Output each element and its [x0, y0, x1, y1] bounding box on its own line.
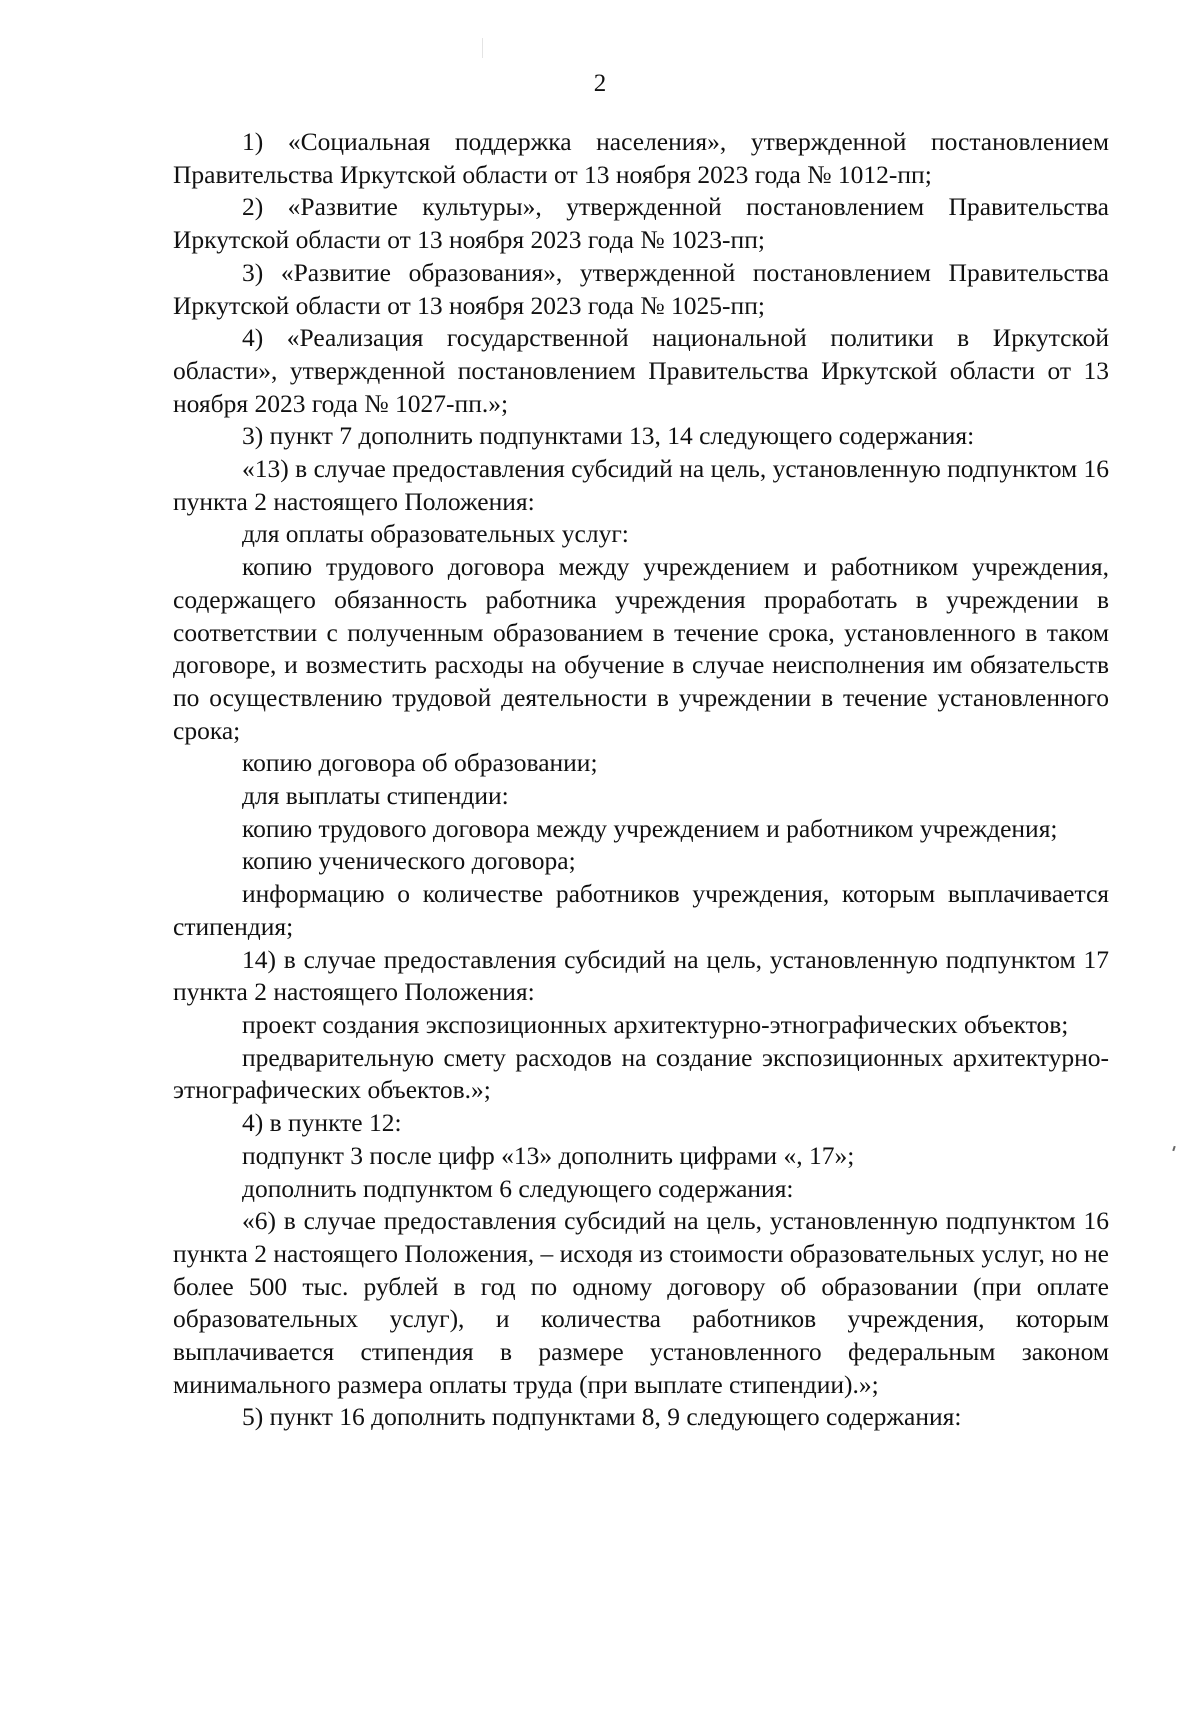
paragraph-employee-count-info: информацию о количестве работников учреждения, которым выплачивается стипендия;	[173, 879, 1109, 941]
paragraph-amend-item-16: 5) пункт 16 дополнить подпунктами 8, 9 следующего содержания:	[242, 1402, 962, 1432]
paragraph-exhibition-project: проект создания экспозиционных архитектурно-этнографических объектов;	[242, 1009, 1069, 1039]
paragraph-subitem-13: «13) в случае предоставления субсидий на цель, установленную подпунктом 16 пункта 2 настоящего Положения:	[173, 454, 1109, 516]
paragraph-subitem-6: «6) в случае предоставления субсидий на цель, установленную подпунктом 16 пункта 2 настоящего Положения, – исходя из стоимости образовательных услуг, но не более 500 тыс. рублей в год по одному договору об образовании (при оплате образовательных услуг), и количества работников учреждения, которым выплачивается стипендия в размере установленного федеральным законом минимального размера оплаты труда (при выплате стипендии).»;	[173, 1206, 1109, 1399]
page-number: 2	[593, 70, 607, 97]
paragraph-preliminary-estimate: предварительную смету расходов на создание экспозиционных архитектурно-этнографических объектов.»;	[173, 1042, 1109, 1105]
scan-artifact	[482, 38, 483, 58]
paragraph-employment-contract-copy-2: копию трудового договора между учреждением и работником учреждения;	[242, 813, 1058, 843]
paragraph-subitem-3-amend: подпункт 3 после цифр «13» дополнить цифрами «, 17»;	[242, 1140, 855, 1170]
paragraph-education-services-heading: для оплаты образовательных услуг:	[242, 519, 629, 549]
paragraph-education-contract-copy: копию договора об образовании;	[242, 748, 598, 778]
paragraph-scholarship-heading: для выплаты стипендии:	[242, 781, 509, 811]
scan-speck	[1172, 1146, 1175, 1151]
document-body	[173, 126, 1109, 1434]
paragraph-program-education: 3) «Развитие образования», утвержденной постановлением Правительства Иркутской области от 13 ноября 2023 года № 1025-пп;	[173, 257, 1109, 320]
paragraph-amend-item-7: 3) пункт 7 дополнить подпунктами 13, 14 следующего содержания:	[242, 421, 975, 451]
paragraph-subitem-14: 14) в случае предоставления субсидий на цель, установленную подпунктом 17 пункта 2 настоящего Положения:	[173, 944, 1109, 1007]
paragraph-add-subitem-6: дополнить подпунктом 6 следующего содержания:	[242, 1173, 794, 1203]
paragraph-apprentice-contract-copy: копию ученического договора;	[242, 846, 576, 876]
paragraph-program-national-policy: 4) «Реализация государственной национальной политики в Иркутской области», утвержденной постановлением Правительства Иркутской области от 13 ноября 2023 года № 1027-пп.»;	[173, 323, 1109, 418]
paragraph-employment-contract-copy: копию трудового договора между учреждением и работником учреждения, содержащего обязанность работника учреждения проработать в учреждении в соответствии с полученным образованием в течение срока, установленного в таком договоре, и возместить расходы на обучение в случае неисполнения им обязательств по осуществлению трудовой деятельности в учреждении в течение установленного срока;	[173, 552, 1109, 745]
paragraph-program-culture: 2) «Развитие культуры», утвержденной постановлением Правительства Иркутской области от 13 ноября 2023 года № 1023-пп;	[173, 192, 1109, 255]
paragraph-program-social-support: 1) «Социальная поддержка населения», утвержденной постановлением Правительства Иркутской области от 13 ноября 2023 года № 1012-пп;	[173, 127, 1109, 189]
paragraph-item-12: 4) в пункте 12:	[242, 1108, 402, 1138]
